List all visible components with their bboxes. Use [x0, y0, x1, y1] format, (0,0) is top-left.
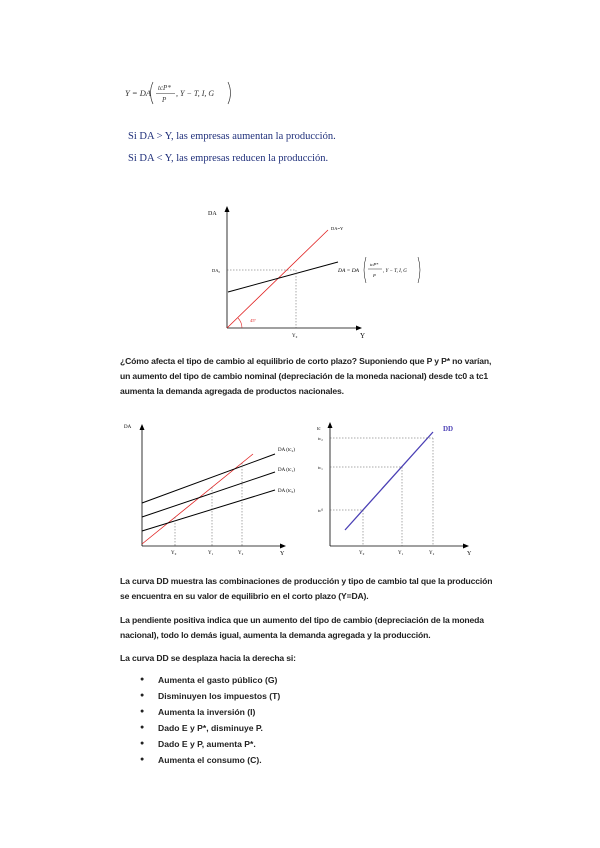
graph3-tick-y0: Y₀ — [359, 551, 365, 556]
graph3-dd-line — [345, 432, 433, 530]
list-item: ● Disminuyen los impuestos (T) — [120, 688, 280, 704]
graph3-dd-label: DD — [443, 425, 454, 433]
paragraph-dd-shift: La curva DD se desplaza hacia la derecha si: — [120, 653, 296, 663]
graph2-45-line — [142, 454, 253, 544]
graph1-da0-label: DA₀ — [212, 268, 221, 273]
da-shift-graph — [120, 418, 320, 558]
paragraph-dd-slope: La pendiente positiva indica que un aumento del tipo de cambio (depreciación de la moneda nacional), todo lo demás igual, aumenta la demanda agregada y la producción. — [120, 615, 484, 640]
condition-line-1: Si DA > Y, las empresas aumentan la producción. — [128, 131, 336, 142]
graph3-y-label: tc — [317, 427, 321, 432]
top-formula — [125, 78, 235, 108]
graph1-angle-label: 45º — [250, 318, 256, 323]
graph2-tick-y1: Y₁ — [208, 551, 214, 556]
list-item: ● Aumenta el consumo (C). — [120, 752, 280, 768]
formula-args: , Y − T, I, G — [176, 89, 215, 98]
graph1-formula-num: tcP* — [370, 262, 379, 267]
equilibrium-graph — [200, 200, 440, 350]
graph3-tick-y2: Y₂ — [429, 551, 435, 556]
graph3-tick-tc1: tc₁ — [318, 465, 323, 470]
graph3-tick-tc2: tc₂ — [318, 436, 323, 441]
graph1-curve-label: DA=Y — [331, 226, 344, 231]
graph2-x-label: Y — [280, 551, 285, 557]
list-item: ● Dado E y P*, disminuye P. — [120, 720, 280, 736]
shift-causes-list — [120, 672, 280, 768]
list-item: ● Aumenta la inversión (I) — [120, 704, 280, 720]
list-item: ● Dado E y P, aumenta P*. — [120, 736, 280, 752]
graph2-line-label-tc1: DA (tc₁) — [278, 468, 295, 473]
graph1-y0-label: Y₀ — [292, 334, 298, 339]
graph1-formula-args: , Y − T, I, G — [383, 269, 407, 274]
graph3-tick-tc0: tc⁰ — [318, 508, 324, 513]
paragraph-exchange-rate: ¿Cómo afecta el tipo de cambio al equilibrio de corto plazo? Suponiendo que P y P* no varían, un aumento del tipo de cambio nominal (depreciación de la moneda nacional) desde tc0 a tc1 aumenta la demanda agregada de productos nacionales. — [120, 356, 492, 396]
graph2-y-label: DA — [124, 425, 132, 430]
graph3-x-label: Y — [467, 551, 472, 557]
graph2-tick-y2: Y₂ — [238, 551, 244, 556]
graph2-tick-y0: Y₀ — [171, 551, 177, 556]
dd-curve-graph — [305, 418, 480, 558]
formula-right-paren — [228, 82, 231, 104]
formula-denominator: P — [162, 96, 167, 104]
graph1-y-label: DA — [208, 211, 217, 217]
graph1-formula-den: P — [373, 273, 376, 278]
formula-lhs: Y = DA — [125, 88, 152, 98]
graph1-x-label: Y — [360, 332, 366, 340]
condition-line-2: Si DA < Y, las empresas reducen la producción. — [128, 153, 329, 164]
graph1-formula-lhs: DA = DA — [338, 268, 360, 274]
graph3-tick-y1: Y₁ — [398, 551, 404, 556]
list-item: ● Aumenta el gasto público (G) — [120, 672, 280, 688]
graph1-angle-arc — [238, 318, 242, 328]
graph2-line-label-tc2: DA (tc₂) — [278, 448, 295, 453]
graph2-line-label-tc0: DA (tc₀) — [278, 489, 295, 494]
formula-numerator: tcP* — [158, 84, 171, 92]
graph1-da-line — [228, 262, 338, 292]
paragraph-dd-definition: La curva DD muestra las combinaciones de producción y tipo de cambio tal que la producción se encuentra en su valor de equilibrio en el corto plazo (Y=DA). — [120, 576, 493, 601]
